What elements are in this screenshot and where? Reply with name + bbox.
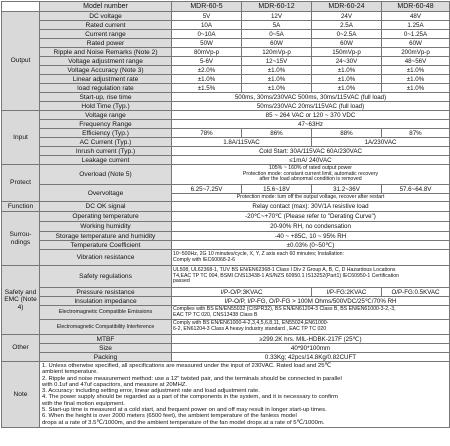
row-label: Storage temperature and humidity [40,232,172,241]
output-row [2,39,450,48]
header-corner [2,2,40,12]
text-line: Protection mode: constant current limit, automatic recovery [242,170,379,177]
cell: I/P-FG:2KVAC [312,288,382,297]
cell: ±1.0% [312,84,382,93]
note-line: with 0.1uf and 47uf capacitors, and measure at 20MHZ. [42,381,188,388]
row-label: Operating temperature [40,212,172,222]
output-row [2,21,450,30]
cell: 5-6V [172,57,242,66]
cell: 50W [172,39,242,48]
other-row [2,335,450,344]
cell: 2.5A [312,21,382,30]
cell: 88% [312,129,382,138]
cell-span: 85 ~ 264 VAC or 120 ~ 370 VDC [172,111,450,120]
header-row [2,2,450,12]
cell-span: 47~63Hz [172,120,450,129]
input-row [2,147,450,156]
cell-span: ≤1mA/ 240VAC [172,156,450,165]
model-name: MDR-60-12 [242,2,312,12]
text-line: Complies with BS EN/EN55032 (CISPR32), BS EN/EN61204-3 Class B, BS EN/EN61000-3-2,-3, [173,305,396,312]
text-line: Comply with BS EN/EN61000-4-2,3,4,5,6,8,11, EN55024,EN61000- [173,320,329,327]
row-label: DC OK signal [40,202,172,212]
cell: 15.6~18V [242,185,312,194]
cell: ±1.5% [172,84,242,93]
row-label: DC voltage [40,12,172,21]
note-line: 3. Accuracy: including setting error, linear adjustment rate and load adjustment rate. [42,388,260,395]
note-row [2,362,450,428]
other-row [2,353,450,362]
cell: 60W [312,39,382,48]
row-label: Working humidity [40,222,172,232]
surroundings-row [2,222,450,232]
group-output: Output [2,12,40,111]
cell: 10A [172,21,242,30]
row-label: Overload (Note 5) [40,165,172,185]
row-label: Vibration resistance [40,250,172,266]
safety-row [2,266,450,288]
surroundings-row [2,250,450,266]
group-input: Input [2,111,40,165]
cell: 120mVp-p [242,48,312,57]
note-line: 1. Unless otherwise specified, all specifications are measured under the input of 230VAC. Rated load and 25℃ [42,363,332,369]
note-line: 4. The power supply should be regarded as a part of the components in the system, and it is necessary to confirm [42,394,338,401]
surroundings-row [2,241,450,250]
cell-span: ≥299.2K hrs. MIL-HDBK-217F (25℃) [172,335,450,344]
cell-span: ±0.03% (0~50℃) [172,241,450,250]
output-row [2,93,450,102]
output-row [2,102,450,111]
vibration-description [172,250,450,266]
group-function: Function [2,202,40,212]
cell: 200mVp-p [382,48,450,57]
output-row [2,66,450,75]
cell: ±1.0% [242,66,312,75]
row-label: AC Current (Typ.) [40,138,172,147]
cell: 6.25~7.25V [172,185,242,194]
cell-span: 1.8A/115VAC [172,138,312,147]
cell: 24~30V [312,57,382,66]
row-label: Electromagnetic Compatibility Interference [40,320,172,335]
text-line: 105% ~ 160% of rated output power [269,165,352,172]
spec-table [1,1,450,428]
row-label: Voltage Accuracy (Note 3) [40,66,172,75]
cell: 48~56V [382,57,450,66]
group-surroundings: Surrou-ndings [2,212,40,266]
cell: ±1.0% [242,75,312,84]
surroundings-row [2,212,450,222]
row-label: MTBF [40,335,172,344]
output-row [2,48,450,57]
row-label: Size [40,344,172,353]
row-label: Rated current [40,21,172,30]
output-row [2,75,450,84]
safety-row [2,320,450,335]
row-label: Leakage current [40,156,172,165]
cell: 0~10A [172,30,242,39]
text-line: UL508, UL62368-1, TUV BS EN/EN62368-1 Class I Div 2 Group A, B, C, D Hazardous Locations [173,267,396,274]
surroundings-row [2,232,450,241]
cell: ±1.0% [382,75,450,84]
cell-span: 40*90*100mm [172,344,450,353]
cell: 80mVp-p [172,48,242,57]
interference-text [172,320,450,335]
text-line: 6-2, EN61204-3 Class A heavy industry standard , EAC TP TC 020 [173,326,327,332]
cell-span: -40 ~ +85C, 10 ~ 95% RH [172,232,450,241]
cell-span: 0.33Kg; 42pcs/14.8Kg/0.82CUFT [172,353,450,362]
group-other: Other [2,335,40,362]
row-label: Overvoltage [40,185,172,202]
cell-span: 1A/230VAC [312,138,450,147]
overload-description [172,165,450,185]
cell-span: 500ms, 30ms/230VAC 500ms, 30ms/115VAC (full load) [172,93,450,102]
cell: 12V [242,12,312,21]
row-label: Electromagnetic Compatible Emissions [40,306,172,320]
row-label: Safety regulations [40,266,172,288]
row-label: Temperature Coefficient [40,241,172,250]
cell: 31.2~36V [312,185,382,194]
cell: 5A [242,21,312,30]
cell-span: Relay contact (max): 30V/1A resistive load [172,202,450,212]
row-label: Ripple and Noise Remarks (Note 2) [40,48,172,57]
cell-span: 50ms/230VAC 20ms/115VAC (full load) [172,102,450,111]
emission-text [172,306,450,320]
cell: ±1.0% [242,84,312,93]
protect-row [2,165,450,185]
row-label: Packing [40,353,172,362]
cell: 57.6~64.8V [382,185,450,194]
cell-span: 20-90% RH, no condensation [172,222,450,232]
cell: ±1.0% [382,84,450,93]
cell: 0~1.25A [382,30,450,39]
model-name: MDR-60-5 [172,2,242,12]
output-row [2,12,450,21]
row-label: load regulation rate [40,84,172,93]
cell: 1.25A [382,21,450,30]
input-row [2,156,450,165]
output-row [2,57,450,66]
cell-span: I/P-O/P, I/P-FG, O/P-FG > 100M Ohms/500VDC/25℃/70% RH [172,297,450,306]
row-label: Insulation impedance [40,297,172,306]
cell: 12~15V [242,57,312,66]
cell: 60W [382,39,450,48]
group-note: Note [2,362,40,428]
input-row [2,129,450,138]
cell: 0~5A [242,30,312,39]
cell: ±1.0% [382,66,450,75]
note-line: ambient temperature. [42,369,98,376]
row-label: Start-up, rise time [40,93,172,102]
text-line: T4,EAC TP TC 004, BSMI CNS13438-1 AS/NZS 60950.1 IS13252(Part1) IEC60950-1 Certification [173,272,400,279]
model-number-label: Model number [40,2,172,12]
row-label: Voltage range [40,111,172,120]
cell: 0~2.5A [312,30,382,39]
group-protect: Protect [2,165,40,202]
cell: 24V [312,12,382,21]
cell: ±1.0% [312,66,382,75]
cell: 86% [242,129,312,138]
note-line: drops at a rate of 3.5℃/1000m, and the ambient temperature of the fan model drops at a rate of 5℃/1000m. [42,419,325,426]
input-row [2,120,450,129]
note-line: 5. Start-up time is measured at a cold start, and frequent power on and off may result in longer start-up times. [42,407,327,414]
row-label: Hold Time (Typ.) [40,102,172,111]
input-row [2,138,450,147]
overvoltage-mode: Protection mode: turn off the output voltage, recover after restart [172,194,450,202]
cell: 48V [382,12,450,21]
note-line: 2. Ripple and noise measurement method: use a 12" twisted pair, and the terminals should be connected in parallel [42,375,342,382]
safety-row [2,297,450,306]
row-label: Voltage adjustment range [40,57,172,66]
cell: 150mVp-p [312,48,382,57]
safety-regulations-text [172,266,450,288]
row-label: Inrush current (Typ.) [40,147,172,156]
row-label: Frequency Range [40,120,172,129]
cell: ±1.0% [312,75,382,84]
text-line: Comply with IEC60068-2-6 [173,256,235,263]
row-label: Pressure resistance [40,288,172,297]
model-name: MDR-60-48 [382,2,450,12]
safety-row [2,306,450,320]
text-line: 10~500Hz, 2G 10 minutes/cycle, X, Y, Z axis each 60 minutes; Installation: [173,250,344,257]
cell-span: -20℃~+70℃ (Please refer to "Derating Curve") [172,212,450,222]
cell: 60W [242,39,312,48]
cell: 5V [172,12,242,21]
cell: ±1.0% [172,75,242,84]
group-safety-emc: Safety and EMC (Note 4) [2,266,40,335]
note-line: 6. When the height is over 2000 meters (6500 feet), the ambient temperature of the fanless model [42,413,297,420]
note-line: with the final motion equipment. [42,400,125,407]
cell: 87% [382,129,450,138]
other-row [2,344,450,353]
text-line: passed [173,278,190,285]
spec-sheet [1,1,449,444]
row-label: Rated power [40,39,172,48]
cell: O/P-FG:0.5KVAC [382,288,450,297]
input-row [2,111,450,120]
cell-span: I/P-O/P:3KVAC [172,288,312,297]
text-line: EAC TP TC 020, CNS13438 Class B [173,311,258,318]
row-label: Efficiency (Typ.) [40,129,172,138]
text-line: after the load abnormal condition is removed [259,176,362,183]
cell: ±2.0% [172,66,242,75]
row-label: Linear adjustment rate [40,75,172,84]
notes-text [40,362,450,428]
protect-row [2,185,450,194]
function-row [2,202,450,212]
output-row [2,30,450,39]
output-row [2,84,450,93]
cell-span: Cold Start: 30A/115VAC 60A/230VAC [172,147,450,156]
cell: 78% [172,129,242,138]
safety-row [2,288,450,297]
row-label: Current range [40,30,172,39]
model-name: MDR-60-24 [312,2,382,12]
